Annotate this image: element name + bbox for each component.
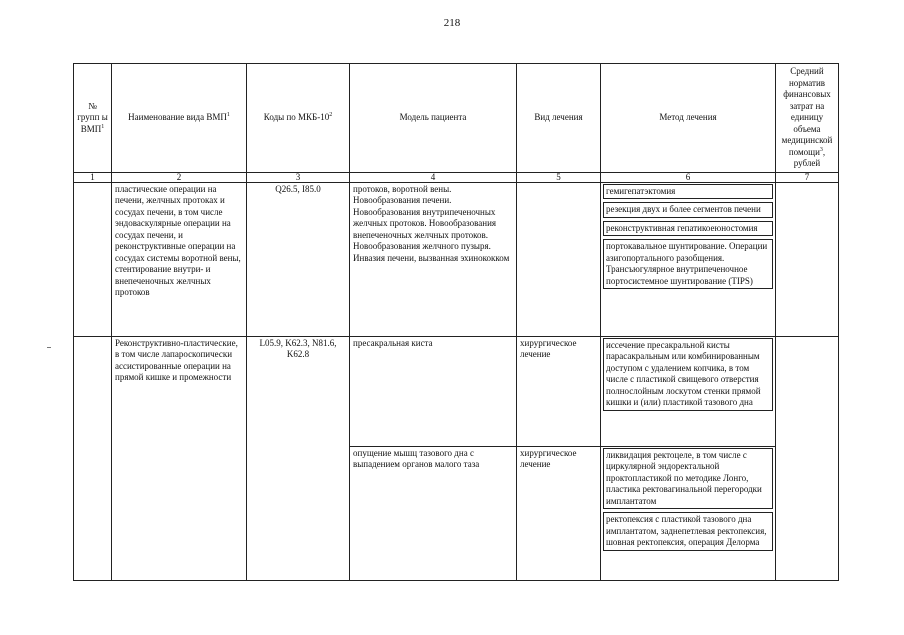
column-number: 2 — [112, 172, 247, 182]
treatment-type-cell: хирургическое лечение — [517, 446, 601, 580]
method-item: портокавальное шунтирование. Операции азигопортального разобщения. Трансъюгулярное внутрипеченочное портосистемное шунтирование (TIPS) — [603, 239, 773, 289]
margin-mark — [47, 347, 51, 348]
cost-cell — [776, 336, 839, 580]
vmp-name-cell: Реконструктивно-пластические, в том числе лапароскопически ассистированные операции на прямой кишке и промежности — [112, 336, 247, 580]
column-number: 1 — [74, 172, 112, 182]
header-vmp-name: Наименование вида ВМП$^1$ — [112, 64, 247, 173]
table-row — [74, 336, 839, 446]
header-cost-standard: Средний норматив финансовых затрат на единицу объема медицинской помощи$^3$, рублей — [776, 64, 839, 173]
method-item: иссечение пресакральной кисты парасакральным или комбинированным доступом с удалением копчика, в том числе с пластикой свищевого отверстия полнослойным лоскутом стенки прямой кишки и (или) пластикой тазового дна — [603, 338, 773, 411]
patient-model-cell: опущение мышц тазового дна с выпадением органов малого таза — [350, 446, 517, 580]
method-item: ректопексия с пластикой тазового дна имплантатом, заднепетлевая ректопексия, шовная ректопексия, операция Делорма — [603, 512, 773, 551]
table-row — [74, 182, 839, 336]
header-patient-model: Модель пациента — [350, 64, 517, 173]
header-treatment-method: Метод лечения — [601, 64, 776, 173]
column-number: 5 — [517, 172, 601, 182]
header-icd-codes: Коды по МКБ-$10^2$ — [247, 64, 350, 173]
vmp-name-cell: пластические операции на печени, желчных протоках и сосудах печени, в том числе эндоваскулярные операции на сосудах печени, и реконструктивные операции на сосудах системы воротной вены, стентирование внутри- и внепеченочных желчных протоков — [112, 182, 247, 336]
icd-codes-cell: L05.9, K62.3, N81.6, K62.8 — [247, 336, 350, 580]
column-number: 7 — [776, 172, 839, 182]
header-row — [74, 64, 839, 173]
page-number: 218 — [443, 17, 461, 29]
vmp-table — [73, 63, 839, 581]
treatment-method-cell — [601, 336, 776, 446]
method-item: гемигепатэктомия — [603, 184, 773, 200]
column-number-row — [74, 172, 839, 182]
method-item: ликвидация ректоцеле, в том числе с циркулярной эндоректальной проктопластикой по методике Лонго, пластика ректовагинальной перегородки имплантатом — [603, 448, 773, 510]
group-number-cell — [74, 182, 112, 336]
method-item: резекция двух и более сегментов печени — [603, 202, 773, 218]
patient-model-cell: протоков, воротной вены. Новообразования печени. Новообразования внутрипеченочных желчных протоков. Новообразования внепеченочных желчных протоков. Новообразования желчного пузыря. Инвазия печени, вызванная эхинококком — [350, 182, 517, 336]
header-group-number: № групп ы ВМП$^1$ — [74, 64, 112, 173]
group-number-cell — [74, 336, 112, 580]
column-number: 3 — [247, 172, 350, 182]
treatment-type-cell — [517, 182, 601, 336]
cost-cell — [776, 182, 839, 336]
treatment-method-cell — [601, 446, 776, 580]
patient-model-cell: пресакральная киста — [350, 336, 517, 446]
treatment-type-cell: хирургическое лечение — [517, 336, 601, 446]
method-item: реконструктивная гепатикоеюностомия — [603, 221, 773, 237]
column-number: 4 — [350, 172, 517, 182]
icd-codes-cell: Q26.5, I85.0 — [247, 182, 350, 336]
treatment-method-cell — [601, 182, 776, 336]
column-number: 6 — [601, 172, 776, 182]
header-treatment-type: Вид лечения — [517, 64, 601, 173]
